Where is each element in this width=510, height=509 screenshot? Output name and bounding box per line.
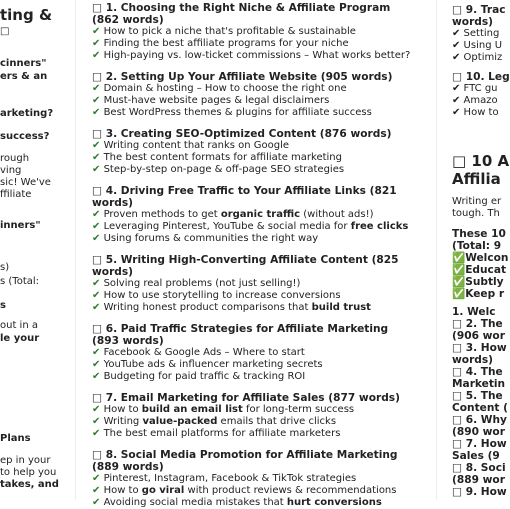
- right-text-line: □ 8. Soci: [452, 462, 506, 474]
- middle-column-outline: [92, 0, 412, 508]
- right-text-line: ✔ Using U: [452, 40, 503, 51]
- bullet-item: [92, 359, 412, 371]
- bullet-text: High-paying vs. low-ticket commissions – What works better?: [103, 50, 411, 61]
- left-text-line: inners": [0, 220, 41, 231]
- right-text-line: (890 wor: [452, 426, 505, 438]
- bullet-text: The best content formats for affiliate marketing: [103, 152, 342, 163]
- bullet-text: How to go viral with product reviews & recommendations: [103, 485, 397, 496]
- left-text-line: to help you: [0, 467, 57, 478]
- right-text-line: (Total: 9: [452, 240, 502, 252]
- left-text-line: success?: [0, 131, 50, 142]
- bullet-item: [92, 209, 412, 221]
- left-text-line: takes, and: [0, 479, 59, 490]
- bullet-text: Pinterest, Instagram, Facebook & TikTok strategies: [103, 473, 357, 484]
- bullet-item: [92, 497, 412, 509]
- right-text-line: ✅Keep r: [452, 288, 505, 300]
- outline-section: [92, 449, 412, 509]
- outline-section: [92, 71, 412, 119]
- bullet-text: Writing content that ranks on Google: [103, 140, 290, 151]
- right-text-line: Sales (9: [452, 450, 500, 462]
- right-text-line: □ 4. The: [452, 366, 503, 378]
- outline-section: [92, 323, 412, 383]
- right-text-line: □ 5. The: [452, 390, 503, 402]
- left-text-line: s: [0, 300, 6, 311]
- bullet-text: The best email platforms for affiliate marketers: [103, 428, 341, 439]
- check-icon: ✔: [92, 233, 104, 244]
- bullet-text: Writing honest product comparisons that build trust: [103, 302, 371, 313]
- right-text-line: □ 10 A: [452, 152, 510, 170]
- bullet-item: [92, 233, 412, 245]
- section-bullets: [92, 140, 412, 176]
- left-text-line: ffiliate: [0, 189, 32, 200]
- outline-section: [92, 128, 412, 176]
- bullet-item: [92, 290, 412, 302]
- check-icon: ✔: [92, 428, 104, 439]
- right-text-line: ✔ Setting: [452, 28, 500, 39]
- bullet-text: Solving real problems (not just selling!): [103, 278, 301, 289]
- right-text-line: □ 9. How: [452, 486, 507, 498]
- left-text-line: out in a: [0, 320, 38, 331]
- section-heading: □ 5. Writing High-Converting Affiliate Content (825 words): [92, 254, 399, 278]
- right-text-line: words): [452, 16, 494, 28]
- right-text-line: ✔ Amazo: [452, 95, 498, 106]
- check-icon: ✔: [92, 83, 104, 94]
- check-icon: ✔: [92, 221, 104, 232]
- section-heading: □ 6. Paid Traffic Strategies for Affiliate Marketing (893 words): [92, 323, 389, 347]
- check-icon: ✔: [92, 404, 104, 415]
- check-icon: ✔: [92, 164, 104, 175]
- check-icon: ✔: [92, 95, 104, 106]
- bullet-item: [92, 371, 412, 383]
- right-text-line: □ 10. Leg: [452, 71, 510, 83]
- bullet-item: [92, 416, 412, 428]
- right-text-line: ✔ Optimiz: [452, 52, 503, 63]
- section-bullets: [92, 26, 412, 62]
- bullet-text: Finding the best affiliate programs for your niche: [103, 38, 349, 49]
- left-text-line: ting &: [0, 6, 53, 24]
- right-column: [452, 0, 510, 500]
- outline-section: [92, 2, 412, 62]
- bullet-text: Budgeting for paid traffic & tracking ROI: [103, 371, 306, 382]
- section-heading: □ 3. Creating SEO-Optimized Content (876 words): [92, 128, 392, 140]
- right-text-line: ✔ How to: [452, 107, 499, 118]
- section-bullets: [92, 278, 412, 314]
- right-text-line: (906 wor: [452, 330, 505, 342]
- right-text-line: □ 9. Trac: [452, 4, 506, 16]
- right-text-line: 1. Welc: [452, 306, 496, 318]
- check-icon: ✔: [92, 359, 104, 370]
- section-bullets: [92, 209, 412, 245]
- right-text-line: (889 wor: [452, 474, 505, 486]
- check-icon: ✔: [92, 50, 104, 61]
- left-text-line: sic! We've: [0, 177, 51, 188]
- left-column: [0, 0, 70, 500]
- check-icon: ✔: [92, 302, 104, 313]
- check-icon: ✔: [92, 347, 104, 358]
- bullet-item: [92, 26, 412, 38]
- right-text-line: □ 6. Why: [452, 414, 507, 426]
- column-divider: [436, 0, 437, 500]
- bullet-text: Writing value-packed emails that drive clicks: [103, 416, 337, 427]
- right-text-line: □ 2. The: [452, 318, 503, 330]
- section-bullets: [92, 404, 412, 440]
- right-text-line: ✅Subtly: [452, 276, 504, 288]
- bullet-text: Best WordPress themes & plugins for affiliate success: [103, 107, 372, 118]
- bullet-text: How to use storytelling to increase conversions: [103, 290, 341, 301]
- left-text-line: ving: [0, 165, 22, 176]
- right-text-line: ✔ FTC gu: [452, 83, 498, 94]
- check-icon: ✔: [92, 371, 104, 382]
- check-icon: ✔: [92, 278, 104, 289]
- bullet-item: [92, 50, 412, 62]
- right-text-line: Writing er: [452, 196, 502, 207]
- section-heading: □ 4. Driving Free Traffic to Your Affiliate Links (821 words): [92, 185, 397, 209]
- bullet-item: [92, 38, 412, 50]
- bullet-text: How to pick a niche that's profitable & sustainable: [103, 26, 356, 37]
- bullet-text: How to build an email list for long-term success: [103, 404, 355, 415]
- left-text-line: arketing?: [0, 108, 54, 119]
- bullet-item: [92, 347, 412, 359]
- left-text-line: s): [0, 262, 10, 273]
- left-text-line: □: [0, 26, 10, 37]
- right-text-line: tough. Th: [452, 208, 500, 219]
- column-divider: [75, 0, 76, 500]
- left-text-line: le your: [0, 333, 40, 344]
- bullet-text: Proven methods to get organic traffic (without ads!): [103, 209, 374, 220]
- bullet-text: Leveraging Pinterest, YouTube & social media for free clicks: [103, 221, 409, 232]
- check-icon: ✔: [92, 209, 104, 220]
- bullet-item: [92, 221, 412, 233]
- section-bullets: [92, 83, 412, 119]
- right-text-line: □ 7. How: [452, 438, 507, 450]
- left-text-line: cinners": [0, 58, 47, 69]
- section-heading: □ 1. Choosing the Right Niche & Affiliate Program (862 words): [92, 2, 391, 26]
- section-heading: □ 8. Social Media Promotion for Affiliate Marketing (889 words): [92, 449, 398, 473]
- bullet-text: Domain & hosting – How to choose the right one: [103, 83, 347, 94]
- bullet-item: [92, 107, 412, 119]
- check-icon: ✔: [92, 416, 104, 427]
- bullet-item: [92, 164, 412, 176]
- section-heading: □ 2. Setting Up Your Affiliate Website (905 words): [92, 71, 393, 83]
- left-text-line: rough: [0, 153, 30, 164]
- left-text-line: Plans: [0, 433, 31, 444]
- bullet-text: Must-have website pages & legal disclaimers: [103, 95, 330, 106]
- right-text-line: Affilia: [452, 170, 501, 188]
- right-text-line: These 10: [452, 228, 506, 240]
- bullet-item: [92, 485, 412, 497]
- right-text-line: □ 3. How: [452, 342, 507, 354]
- bullet-text: Avoiding social media mistakes that hurt conversions: [103, 497, 382, 508]
- check-icon: ✔: [92, 497, 104, 508]
- bullet-text: YouTube ads & influencer marketing secrets: [103, 359, 323, 370]
- right-text-line: words): [452, 354, 494, 366]
- right-text-line: ✅Educat: [452, 264, 507, 276]
- bullet-item: [92, 152, 412, 164]
- outline-section: [92, 254, 412, 314]
- left-text-line: ers & an: [0, 71, 48, 82]
- right-text-line: Marketin: [452, 378, 506, 390]
- check-icon: ✔: [92, 473, 104, 484]
- check-icon: ✔: [92, 26, 104, 37]
- bullet-item: [92, 404, 412, 416]
- bullet-item: [92, 473, 412, 485]
- bullet-text: Using forums & communities the right way: [103, 233, 319, 244]
- check-icon: ✔: [92, 485, 104, 496]
- outline-section: [92, 392, 412, 440]
- bullet-item: [92, 140, 412, 152]
- left-text-line: s (Total:: [0, 276, 40, 287]
- bullet-item: [92, 302, 412, 314]
- check-icon: ✔: [92, 107, 104, 118]
- check-icon: ✔: [92, 152, 104, 163]
- check-icon: ✔: [92, 38, 104, 49]
- bullet-text: Facebook & Google Ads – Where to start: [103, 347, 305, 358]
- bullet-item: [92, 95, 412, 107]
- outline-section: [92, 185, 412, 245]
- section-bullets: [92, 473, 412, 509]
- bullet-item: [92, 83, 412, 95]
- left-text-line: ep in your: [0, 455, 51, 466]
- bullet-item: [92, 278, 412, 290]
- right-text-line: Content (: [452, 402, 508, 414]
- bullet-item: [92, 428, 412, 440]
- right-text-line: ✅Welcon: [452, 252, 509, 264]
- section-heading: □ 7. Email Marketing for Affiliate Sales (877 words): [92, 392, 400, 404]
- check-icon: ✔: [92, 290, 104, 301]
- check-icon: ✔: [92, 140, 104, 151]
- bullet-text: Step-by-step on-page & off-page SEO strategies: [103, 164, 345, 175]
- section-bullets: [92, 347, 412, 383]
